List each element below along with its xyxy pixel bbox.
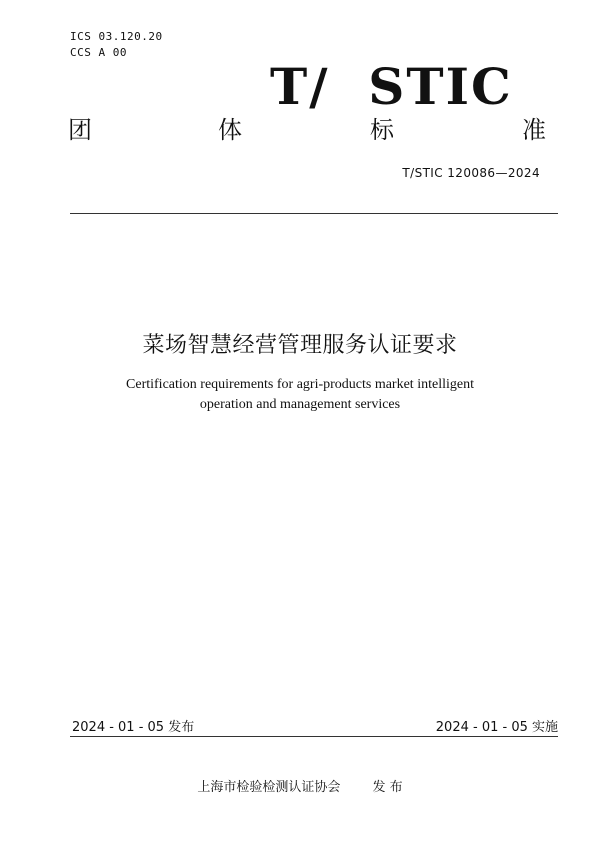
standard-number: T/STIC 120086—2024 [402,166,540,180]
publisher-organization: 上海市检验检测认证协会 [197,780,341,795]
title-chinese: 菜场智慧经营管理服务认证要求 [142,333,458,358]
implementation-date: 2024 - 01 - 05 实施 [435,720,558,735]
publisher-action: 发 布 [372,780,403,795]
top-divider [70,213,558,214]
issue-date: 2024 - 01 - 05 发布 [72,720,195,735]
standard-type-char-2: 体 [218,116,242,144]
ccs-code: CCS A 00 [70,46,127,59]
association-logo [270,57,513,116]
title-english-line-1: Certification requirements for agri-products market intelligent [126,377,474,392]
logo-text: T/ STIC [270,57,513,116]
standard-type-char-4: 准 [522,116,546,144]
ics-code: ICS 03.120.20 [70,30,163,43]
standard-type-char-1: 团 [68,116,92,144]
title-english-line-2: operation and management services [199,397,401,412]
bottom-divider [70,736,558,737]
standard-type-char-3: 标 [370,116,394,144]
publisher-line [0,776,600,795]
